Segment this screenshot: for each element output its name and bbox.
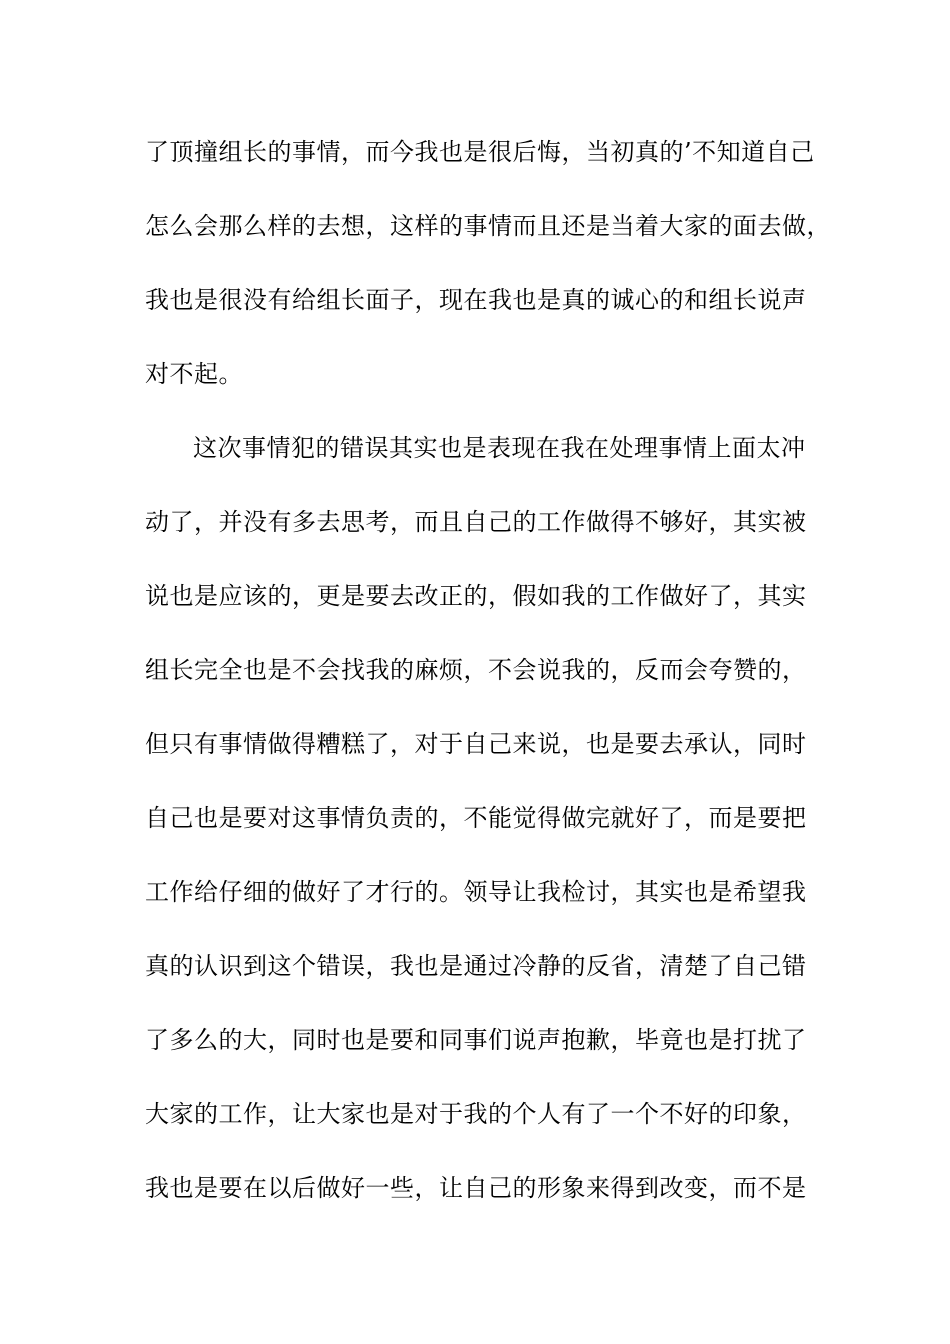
- text-line: 我也是要在以后做好一些，让自己的形象来得到改变，而不是: [145, 1174, 807, 1202]
- text-line: 说也是应该的，更是要去改正的，假如我的工作做好了，其实: [145, 582, 807, 610]
- document-body: [145, 128, 831, 1238]
- paragraph-first-line: 这次事情犯的错误其实也是表现在我在处理事情上面太冲: [193, 434, 806, 462]
- text-line: 但只有事情做得糟糕了，对于自己来说，也是要去承认，同时: [145, 730, 807, 758]
- text-line: 了多么的大，同时也是要和同事们说声抱歉，毕竟也是打扰了: [145, 1026, 807, 1054]
- text-line: 对不起。: [145, 360, 243, 388]
- text-line: 工作给仔细的做好了才行的。领导让我检讨，其实也是希望我: [145, 878, 807, 906]
- text-line: 怎么会那么样的去想，这样的事情而且还是当着大家的面去做，: [145, 212, 831, 240]
- text-line: 自己也是要对这事情负责的，不能觉得做完就好了，而是要把: [145, 804, 807, 832]
- text-line: 大家的工作，让大家也是对于我的个人有了一个不好的印象，: [145, 1100, 807, 1128]
- text-line: 组长完全也是不会找我的麻烦，不会说我的，反而会夸赞的，: [145, 656, 807, 684]
- text-line: 我也是很没有给组长面子，现在我也是真的诚心的和组长说声: [145, 286, 807, 314]
- text-line: 动了，并没有多去思考，而且自己的工作做得不够好，其实被: [145, 508, 807, 536]
- text-line: 真的认识到这个错误，我也是通过冷静的反省，清楚了自己错: [145, 952, 807, 980]
- text-line: 了顶撞组长的事情，而今我也是很后悔，当初真的’不知道自己: [145, 138, 815, 166]
